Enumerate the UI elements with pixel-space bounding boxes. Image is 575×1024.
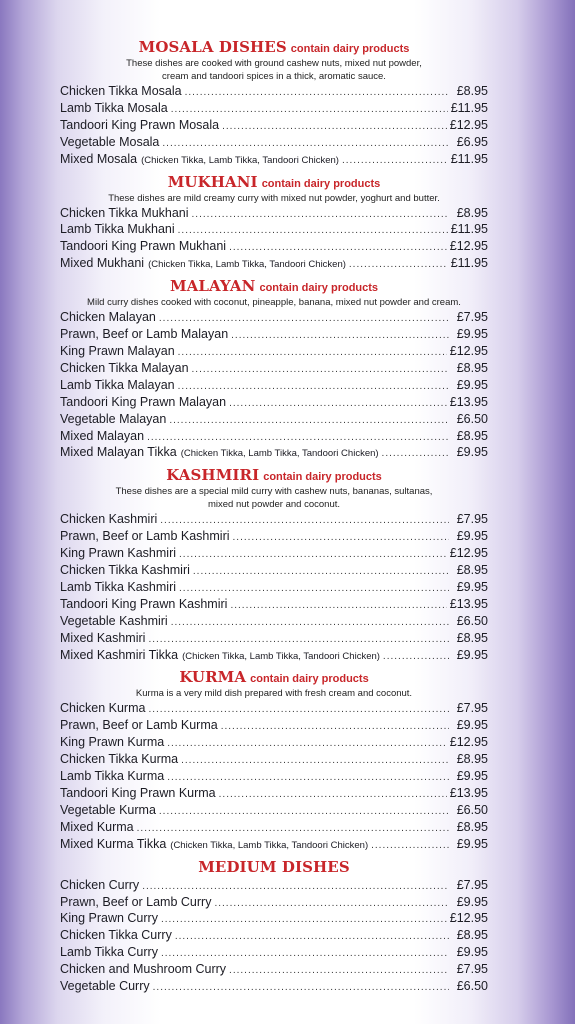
dot-leader (371, 838, 449, 854)
item-price: £11.95 (450, 256, 488, 271)
item-price: £6.50 (456, 613, 488, 628)
menu-item (60, 429, 488, 446)
item-name: King Prawn Curry (60, 911, 158, 926)
dot-leader (219, 787, 447, 803)
dot-leader (175, 929, 449, 945)
item-contents: (Chicken Tikka, Lamb Tikka, Tandoori Chicken) (148, 259, 346, 271)
item-name: Lamb Tikka Mukhani (60, 222, 175, 237)
dot-leader (342, 153, 448, 169)
section-description: cream and tandoori spices in a thick, aromatic sauce. (162, 71, 386, 82)
item-price: £9.95 (456, 377, 488, 392)
item-name: Chicken Curry (60, 877, 140, 892)
item-price: £9.95 (456, 769, 488, 784)
item-price: £12.95 (449, 117, 488, 132)
dot-leader (229, 240, 447, 256)
dot-leader (167, 736, 447, 752)
menu-item (60, 820, 488, 837)
section-description: These dishes are cooked with ground cashew nuts, mixed nut powder, (126, 58, 422, 69)
menu-item (60, 412, 488, 429)
item-price: £8.95 (456, 630, 488, 645)
menu-item (60, 580, 488, 597)
item-name: Vegetable Kurma (60, 802, 156, 817)
section-header (60, 468, 488, 484)
menu-item (60, 718, 488, 735)
item-price: £9.95 (456, 579, 488, 594)
item-price: £7.95 (456, 701, 488, 716)
item-name: King Prawn Malayan (60, 343, 175, 358)
item-name: Tandoori King Prawn Malayan (60, 394, 227, 409)
dot-leader (221, 719, 449, 735)
section-title: MALAYAN (169, 277, 256, 296)
dot-leader (233, 530, 449, 546)
menu-item (60, 512, 488, 529)
item-price: £8.95 (456, 563, 488, 578)
item-price: £9.95 (456, 894, 488, 909)
item-name: Vegetable Malayan (60, 411, 167, 426)
menu-item (60, 979, 488, 996)
dot-leader (137, 821, 449, 837)
dot-leader (161, 912, 447, 928)
menu-section (60, 279, 488, 462)
section-description: Kurma is a very mild dish prepared with fresh cream and coconut. (135, 688, 413, 700)
section-title: MOSALA DISHES (138, 38, 287, 56)
menu-item (60, 239, 488, 256)
item-name: Mixed Mosala (60, 151, 138, 166)
section-description: These dishes are mild creamy curry with mixed nut powder, yoghurt and butter. (108, 192, 440, 204)
menu-item (60, 152, 488, 169)
section-title: MUKHANI (167, 172, 258, 191)
menu-item (60, 546, 488, 563)
item-name: Chicken Kashmiri (60, 512, 158, 527)
item-price: £8.95 (456, 360, 488, 375)
item-name: Mixed Malayan Tikka (60, 445, 177, 460)
item-name: Lamb Tikka Kurma (60, 769, 165, 784)
item-name: Chicken Tikka Kurma (60, 752, 179, 767)
item-name: Chicken Tikka Mosala (60, 84, 182, 98)
menu-item (60, 911, 488, 928)
item-price: £7.95 (456, 310, 488, 325)
section-header (60, 40, 488, 56)
dot-leader (193, 564, 449, 580)
menu-item (60, 648, 488, 665)
menu-section (60, 670, 488, 853)
item-contents: (Chicken Tikka, Lamb Tikka, Tandoori Chicken) (170, 839, 369, 851)
menu-item (60, 928, 488, 945)
section-note: contain dairy products (259, 282, 379, 295)
item-name: Chicken Kurma (60, 701, 146, 716)
menu-item (60, 878, 488, 895)
menu-section (60, 468, 488, 664)
item-name: Mixed Kurma (60, 819, 134, 834)
item-name: Vegetable Kashmiri (60, 613, 168, 628)
item-price: £11.95 (450, 100, 488, 115)
menu-item (60, 378, 488, 395)
menu-item (60, 395, 488, 412)
menu-section (60, 857, 488, 996)
item-price: £8.95 (456, 752, 488, 767)
dot-leader (181, 753, 449, 769)
item-price: £12.95 (449, 735, 488, 750)
item-name: Mixed Kurma Tikka (60, 836, 167, 851)
dot-leader (349, 257, 448, 273)
menu-item (60, 256, 488, 273)
item-price: £8.95 (456, 84, 488, 98)
item-price: £12.95 (449, 239, 488, 254)
dot-leader (167, 770, 449, 786)
item-price: £8.95 (456, 928, 488, 943)
section-title: MEDIUM DISHES (198, 857, 350, 876)
item-name: King Prawn Kurma (60, 735, 165, 750)
menu-item (60, 529, 488, 546)
dot-leader (161, 946, 449, 962)
menu-section (60, 40, 488, 169)
dot-leader (171, 102, 448, 118)
item-price: £11.95 (450, 222, 488, 237)
dot-leader (179, 581, 449, 597)
item-price: £9.95 (456, 647, 488, 662)
item-name: Tandoori King Prawn Mosala (60, 117, 220, 132)
section-header (60, 172, 488, 191)
item-name: Chicken Tikka Kashmiri (60, 563, 190, 578)
item-name: Lamb Tikka Kashmiri (60, 579, 177, 594)
dot-leader (169, 413, 449, 429)
menu-item (60, 597, 488, 614)
dot-leader (179, 547, 447, 563)
menu-item (60, 135, 488, 152)
dot-leader (178, 379, 449, 395)
dot-leader (159, 311, 449, 327)
item-price: £11.95 (450, 151, 488, 166)
dot-leader (178, 345, 447, 361)
item-price: £9.95 (456, 836, 488, 851)
item-price: £13.95 (449, 596, 488, 611)
item-name: Chicken and Mushroom Curry (60, 962, 227, 977)
item-name: Tandoori King Prawn Kurma (60, 786, 216, 800)
menu-item (60, 118, 488, 135)
menu-item (60, 769, 488, 786)
dot-leader (147, 430, 449, 446)
dot-leader (178, 223, 448, 239)
item-price: £9.95 (456, 945, 488, 960)
item-name: Lamb Tikka Mosala (60, 100, 168, 115)
menu-item (60, 752, 488, 769)
dot-leader (171, 615, 449, 631)
item-contents: (Chicken Tikka, Lamb Tikka, Tandoori Chicken) (182, 650, 380, 662)
menu-item (60, 945, 488, 962)
item-price: £13.95 (449, 786, 488, 800)
item-name: Prawn, Beef or Lamb Curry (60, 894, 212, 909)
dot-leader (214, 896, 449, 912)
dot-leader (229, 963, 449, 979)
item-price: £6.50 (456, 979, 488, 994)
item-price: £9.95 (456, 529, 488, 544)
item-price: £6.50 (456, 802, 488, 817)
item-price: £6.95 (456, 134, 488, 149)
menu-item (60, 310, 488, 327)
section-title: KURMA (179, 668, 247, 687)
item-price: £8.95 (456, 428, 488, 443)
dot-leader (229, 396, 447, 412)
dot-leader (162, 136, 449, 152)
menu-section (60, 172, 488, 274)
menu-item (60, 803, 488, 820)
section-header (60, 857, 488, 876)
item-name: Vegetable Mosala (60, 134, 160, 149)
menu-item (60, 701, 488, 718)
dot-leader (148, 702, 449, 718)
item-price: £9.95 (456, 327, 488, 342)
menu-item (60, 222, 488, 239)
dot-leader (185, 85, 449, 101)
item-name: Chicken Tikka Curry (60, 928, 172, 943)
section-header (60, 670, 488, 686)
item-name: Mixed Mukhani (60, 256, 145, 271)
item-name: Lamb Tikka Curry (60, 945, 158, 960)
item-price: £7.95 (456, 962, 488, 977)
item-name: Prawn, Beef or Lamb Malayan (60, 327, 229, 342)
item-price: £12.95 (449, 911, 488, 926)
item-name: Tandoori King Prawn Mukhani (60, 239, 227, 254)
item-price: £6.50 (456, 411, 488, 426)
item-price: £13.95 (449, 394, 488, 409)
dot-leader (382, 446, 449, 462)
item-name: Lamb Tikka Malayan (60, 377, 175, 392)
item-name: Prawn, Beef or Lamb Kashmiri (60, 529, 230, 544)
menu-item (60, 344, 488, 361)
dot-leader (192, 362, 449, 378)
menu-item (60, 631, 488, 648)
section-description: These dishes are a special mild curry with cashew nuts, bananas, sultanas, (115, 486, 433, 498)
menu-item (60, 563, 488, 580)
menu-item (60, 735, 488, 752)
dot-leader (192, 207, 449, 223)
section-note: contain dairy products (250, 673, 369, 686)
section-description: mixed nut powder and coconut. (207, 499, 341, 511)
item-price: £8.95 (456, 205, 488, 220)
item-price: £12.95 (449, 343, 488, 358)
dot-leader (148, 632, 449, 648)
item-name: Mixed Malayan (60, 428, 145, 443)
item-price: £9.95 (456, 718, 488, 733)
item-name: Prawn, Beef or Lamb Kurma (60, 718, 218, 733)
dot-leader (230, 598, 446, 614)
section-title: KASHMIRI (166, 466, 260, 485)
item-contents: (Chicken Tikka, Lamb Tikka, Tandoori Chicken) (180, 448, 379, 460)
dot-leader (159, 804, 449, 820)
menu-item (60, 445, 488, 462)
item-name: King Prawn Kashmiri (60, 546, 177, 561)
item-name: Chicken Malayan (60, 310, 156, 325)
section-note: contain dairy products (263, 471, 382, 484)
section-note: contain dairy products (290, 43, 410, 55)
menu-item (60, 962, 488, 979)
menu-item (60, 614, 488, 631)
dot-leader (222, 119, 447, 135)
section-header (60, 279, 488, 295)
item-contents: (Chicken Tikka, Lamb Tikka, Tandoori Chicken) (141, 154, 339, 166)
item-name: Vegetable Curry (60, 979, 150, 994)
dot-leader (142, 879, 449, 895)
item-name: Mixed Kashmiri (60, 630, 146, 645)
dot-leader (383, 649, 449, 665)
dot-leader (231, 328, 449, 344)
menu-item (60, 84, 488, 101)
menu-item (60, 101, 488, 118)
section-description: Mild curry dishes cooked with coconut, pineapple, banana, mixed nut powder and cream. (87, 297, 461, 309)
item-price: £7.95 (456, 877, 488, 892)
dot-leader (153, 980, 449, 996)
item-name: Chicken Tikka Mukhani (60, 205, 189, 220)
item-price: £7.95 (456, 512, 488, 527)
item-name: Mixed Kashmiri Tikka (60, 647, 179, 662)
dot-leader (160, 513, 449, 529)
item-name: Chicken Tikka Malayan (60, 360, 189, 375)
item-price: £9.95 (456, 445, 488, 460)
item-price: £12.95 (449, 546, 488, 561)
section-note: contain dairy products (261, 177, 381, 190)
menu-item (60, 837, 488, 854)
item-name: Tandoori King Prawn Kashmiri (60, 596, 228, 611)
menu-item (60, 786, 488, 803)
menu-item (60, 206, 488, 223)
menu-item (60, 895, 488, 912)
menu-item (60, 361, 488, 378)
menu-item (60, 327, 488, 344)
item-price: £8.95 (456, 819, 488, 834)
menu-content (60, 40, 488, 1002)
